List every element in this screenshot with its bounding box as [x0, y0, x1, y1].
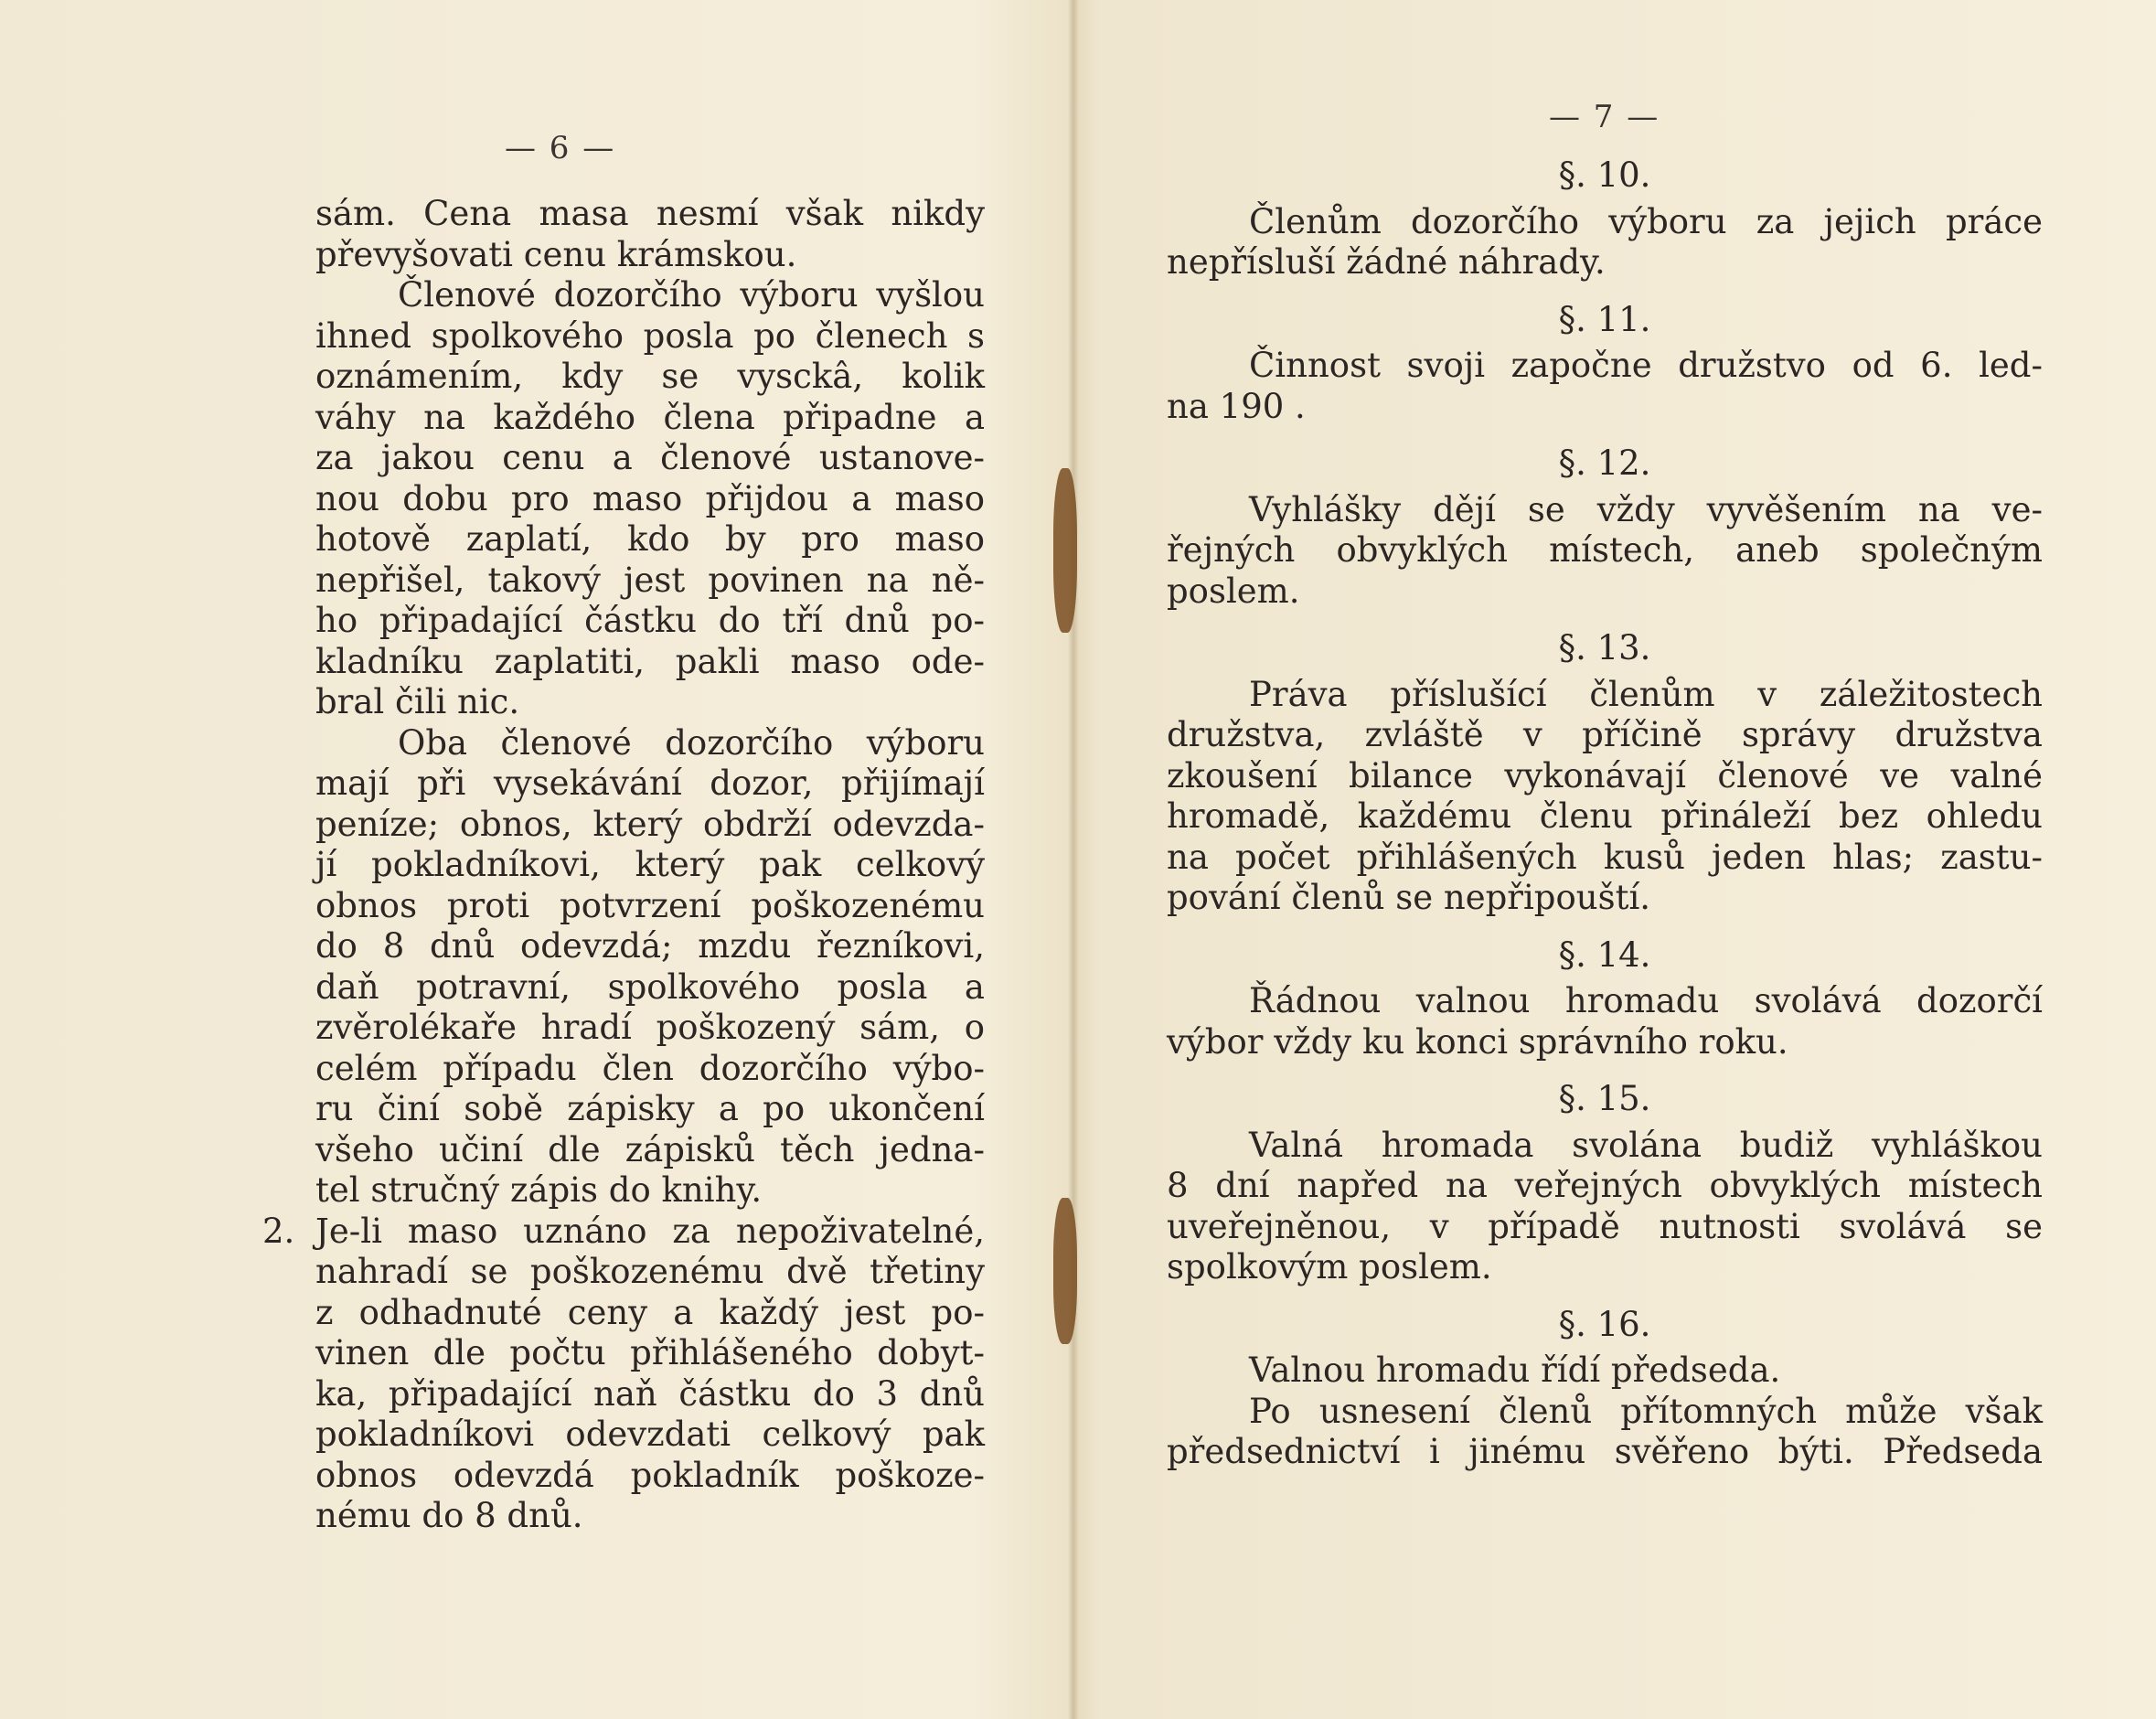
text-line: převyšovati cenu krámskou.: [315, 234, 797, 274]
text-line: Oba členové dozorčího výboru: [398, 722, 985, 763]
section-heading: §. 11.: [1558, 299, 1651, 339]
text-line: peníze; obnos, který obdrží odevzda-: [315, 804, 985, 844]
section-10: [1167, 155, 2043, 283]
right-page: [1075, 0, 2156, 1719]
right-page-text: [1167, 155, 2043, 1473]
text-line: bral čili nic.: [315, 682, 520, 721]
text-line: daň potravní, spolkového posla a: [315, 966, 985, 1007]
paragraph: [315, 194, 985, 275]
text-line: celém případu člen dozorčího výbo-: [315, 1048, 985, 1088]
text-line: Řádnou valnou hromadu svolává dozorčí: [1249, 981, 2043, 1020]
text-line: hromadě, každému členu přináleží bez ohledu: [1167, 796, 2043, 836]
text-line: nému do 8 dnů.: [315, 1496, 583, 1535]
text-line: Je-li maso uznáno za nepoživatelné,: [315, 1211, 985, 1251]
numbered-paragraph: [262, 1211, 985, 1537]
section-heading: §. 13.: [1558, 628, 1651, 667]
text-line: tel stručný zápis do knihy.: [315, 1170, 763, 1210]
text-line: kladníku zaplatiti, pakli maso ode-: [315, 641, 985, 681]
text-line: 8 dní napřed na veřejných obvyklých místech: [1167, 1166, 2043, 1205]
text-line: pování členů se nepřipouští.: [1167, 878, 1651, 917]
text-line: obnos proti potvrzení poškozenému: [315, 885, 985, 925]
text-line: zkoušení bilance vykonávají členové ve valné: [1167, 755, 2043, 795]
text-line: hotově zaplatí, kdo by pro maso: [315, 519, 985, 559]
section-16: [1167, 1305, 2043, 1473]
text-line: ho připadající částku do tří dnů po-: [315, 601, 985, 640]
section-11: [1167, 300, 2043, 428]
text-line: ihned spolkového posla po členech s: [315, 315, 985, 356]
text-line: jí pokladníkovi, který pak celkový: [315, 845, 985, 884]
section-heading: §. 16.: [1558, 1304, 1651, 1344]
text-line: pokladníkovi odevzdati celkový pak: [315, 1415, 985, 1454]
text-line: Členové dozorčího výboru vyšlou: [398, 275, 985, 315]
item-number: 2.: [262, 1211, 295, 1251]
text-line: Valnou hromadu řídí předseda.: [1249, 1351, 1781, 1390]
section-heading: §. 10.: [1558, 155, 1651, 195]
section-heading: §. 14.: [1558, 934, 1651, 975]
text-line: Práva příslušící členům v záležitostech: [1249, 674, 2043, 714]
text-line: poslem.: [1167, 571, 1300, 611]
section-13: [1167, 628, 2043, 919]
text-line: za jakou cenu a členové ustanove-: [315, 438, 985, 477]
text-line: řejných obvyklých místech, aneb společným: [1167, 530, 2043, 570]
text-line: obnos odevzdá pokladník poškoze-: [315, 1455, 985, 1495]
section-heading: §. 15.: [1558, 1079, 1651, 1118]
paragraph: [315, 275, 985, 723]
text-line: vinen dle počtu přihlášeného dobyt-: [315, 1333, 985, 1372]
text-line: nepřišel, takový jest povinen na ně-: [315, 560, 985, 600]
text-line: Valná hromada svolána budiž vyhláškou: [1249, 1125, 2043, 1165]
text-line: nou dobu pro maso přijdou a maso: [315, 478, 985, 518]
paragraph: [315, 723, 985, 1212]
text-line: ru činí sobě zápisky a po ukončení: [315, 1089, 985, 1128]
section-12: [1167, 443, 2043, 612]
text-line: nahradí se poškozenému dvě třetiny: [315, 1252, 985, 1291]
text-line: Členům dozorčího výboru za jejich práce: [1249, 201, 2043, 241]
section-15: [1167, 1079, 2043, 1288]
text-line: uveřejněnou, v případě nutnosti svolává se: [1167, 1206, 2043, 1246]
text-line: ka, připadající naň částku do 3 dnů: [315, 1373, 985, 1414]
text-line: družstva, zvláště v příčině správy družstva: [1167, 715, 2043, 754]
text-line: do 8 dnů odevzdá; mzdu řezníkovi,: [315, 926, 985, 966]
text-line: nepřísluší žádné náhrady.: [1167, 242, 1606, 282]
text-line: výbor vždy ku konci správního roku.: [1167, 1021, 1788, 1062]
text-line: Vyhlášky dějí se vždy vyvěšením na ve-: [1249, 489, 2043, 529]
text-line: mají při vysekávání dozor, přijímají: [315, 763, 985, 803]
text-line: všeho učiní dle zápisků těch jedna-: [315, 1129, 985, 1169]
text-line: váhy na každého člena připadne a: [315, 397, 985, 437]
text-line: oznámením, kdy se vysckâ, kolik: [315, 357, 985, 396]
text-line: Činnost svoji započne družstvo od 6. led-: [1249, 346, 2043, 385]
text-line: předsednictví i jinému svěřeno býti. Předseda: [1167, 1432, 2043, 1471]
text-line: na 190 .: [1167, 386, 1306, 426]
section-14: [1167, 935, 2043, 1063]
left-page-text: [262, 194, 985, 1537]
text-line: na počet přihlášených kusů jeden hlas; zastu-: [1167, 837, 2043, 877]
left-page: [0, 0, 1072, 1719]
text-line: Po usnesení členů přítomných může však: [1249, 1391, 2043, 1431]
page-number-left: — 6 —: [505, 130, 616, 166]
text-line: sám. Cena masa nesmí však nikdy: [315, 194, 985, 233]
section-heading: §. 12.: [1558, 443, 1651, 483]
text-line: spolkovým poslem.: [1167, 1247, 1492, 1287]
page-number-right: — 7 —: [1549, 99, 1660, 135]
text-line: zvěrolékaře hradí poškozený sám, o: [315, 1008, 985, 1047]
text-line: z odhadnuté ceny a každý jest po-: [315, 1292, 985, 1332]
